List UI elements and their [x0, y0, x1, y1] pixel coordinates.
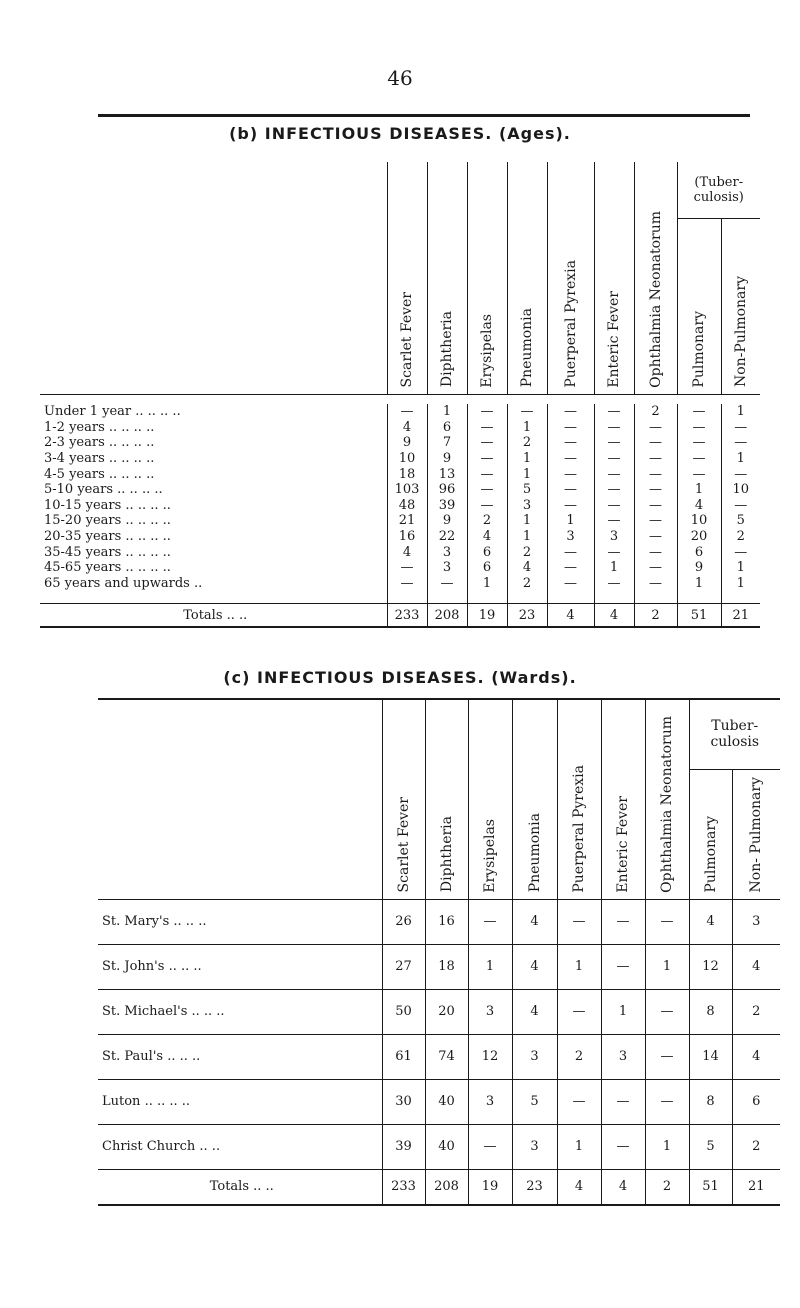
cell-value: —: [467, 451, 507, 467]
cell-value: 27: [382, 944, 425, 989]
cell-value: —: [468, 1124, 512, 1169]
table-row: [40, 482, 760, 498]
cell-value: 1: [427, 404, 467, 420]
cell-value: 19: [467, 604, 507, 628]
leader-dots: .. .. .. ..: [104, 466, 155, 482]
leader-dots: .. .. ..: [169, 914, 207, 929]
table-row: [40, 544, 760, 560]
cell-value: 3: [594, 529, 634, 545]
cell-value: —: [634, 466, 677, 482]
row-label-text: 2-3 years: [44, 435, 105, 451]
cell-value: 21: [732, 1169, 780, 1205]
cell-value: —: [677, 451, 721, 467]
cell-value: 6: [732, 1079, 780, 1124]
row-label-text: Christ Church: [102, 1139, 196, 1154]
cell-value: —: [547, 435, 594, 451]
cell-value: 19: [468, 1169, 512, 1205]
table-row: [40, 513, 760, 529]
cell-value: —: [557, 1079, 601, 1124]
leader-dots: ..: [189, 575, 203, 591]
cell-value: —: [547, 498, 594, 514]
cell-value: 4: [547, 604, 594, 628]
cell-value: —: [547, 466, 594, 482]
cell-value: 3: [547, 529, 594, 545]
cell-value: —: [547, 482, 594, 498]
cell-value: 48: [387, 498, 427, 514]
cell-value: —: [547, 451, 594, 467]
cell-value: 26: [382, 899, 425, 944]
cell-value: —: [677, 420, 721, 436]
table-row: [40, 451, 760, 467]
row-label: [98, 1079, 382, 1124]
leader-dots: .. .. .. ..: [121, 497, 171, 513]
table-row: [40, 576, 760, 592]
row-label-text: 20-35 years: [44, 529, 122, 545]
cell-value: —: [467, 404, 507, 420]
row-label: [40, 529, 387, 545]
leader-dots: .. .. .. ..: [121, 529, 171, 545]
cell-value: 4: [507, 560, 547, 576]
row-label-text: Under 1 year: [44, 404, 132, 420]
cell-value: 233: [387, 604, 427, 628]
cell-value: 5: [512, 1079, 557, 1124]
cell-value: —: [634, 560, 677, 576]
cell-value: —: [387, 560, 427, 576]
cell-value: 6: [467, 544, 507, 560]
cell-value: —: [594, 513, 634, 529]
cell-value: 2: [645, 1169, 689, 1205]
cell-value: 23: [512, 1169, 557, 1205]
cell-value: 1: [594, 560, 634, 576]
cell-value: —: [721, 435, 760, 451]
cell-value: 3: [468, 1079, 512, 1124]
col-diphtheria: Diphtheria: [427, 162, 467, 394]
cell-value: —: [427, 576, 467, 592]
leader-dots: .. .. ..: [187, 1004, 225, 1019]
row-label: [40, 451, 387, 467]
cell-value: 2: [721, 529, 760, 545]
leader-dots: .. .. .. ..: [113, 482, 163, 498]
cell-value: 3: [512, 1124, 557, 1169]
cell-value: 2: [507, 576, 547, 592]
cell-value: 50: [382, 989, 425, 1034]
row-label: [98, 1169, 382, 1205]
cell-value: —: [594, 420, 634, 436]
row-label-text: St. Paul's: [102, 1049, 164, 1064]
cell-value: 6: [427, 420, 467, 436]
stub-header: [40, 162, 387, 394]
row-label-text: Totals: [209, 1179, 249, 1194]
cell-value: —: [547, 420, 594, 436]
cell-value: —: [467, 498, 507, 514]
cell-value: 20: [677, 529, 721, 545]
leader-dots: .. ..: [249, 1179, 274, 1194]
cell-value: —: [594, 435, 634, 451]
cell-value: 22: [427, 529, 467, 545]
cell-value: 4: [467, 529, 507, 545]
cell-value: 3: [601, 1034, 645, 1079]
cell-value: 1: [721, 451, 760, 467]
row-label: [40, 466, 387, 482]
col-enteric-fever: Enteric Fever: [594, 162, 634, 394]
col-erysipelas: Erysipelas: [467, 162, 507, 394]
cell-value: —: [721, 420, 760, 436]
cell-value: 1: [645, 1124, 689, 1169]
leader-dots: .. .. .. ..: [104, 435, 155, 451]
cell-value: 4: [512, 989, 557, 1034]
cell-value: 9: [387, 435, 427, 451]
col-ophthalmia-neonatorum: Ophthalmia Neonatorum: [634, 162, 677, 394]
cell-value: 1: [557, 1124, 601, 1169]
cell-value: —: [467, 420, 507, 436]
table-row: [98, 944, 780, 989]
cell-value: 10: [387, 451, 427, 467]
tuberculosis-group-header: (Tuber- culosis): [677, 162, 760, 218]
section-b-title: (b) INFECTIOUS DISEASES. (Ages).: [229, 124, 571, 143]
cell-value: —: [557, 989, 601, 1034]
col-diphtheria: Diphtheria: [425, 699, 468, 899]
cell-value: —: [547, 576, 594, 592]
row-label-text: 1-2 years: [44, 419, 105, 435]
cell-value: 4: [689, 899, 732, 944]
cell-value: —: [634, 435, 677, 451]
col-pneumonia: Pneumonia: [512, 699, 557, 899]
cell-value: 2: [732, 989, 780, 1034]
cell-value: —: [594, 576, 634, 592]
cell-value: —: [557, 899, 601, 944]
cell-value: 2: [732, 1124, 780, 1169]
cell-value: 4: [557, 1169, 601, 1205]
cell-value: 103: [387, 482, 427, 498]
table-row: [40, 529, 760, 545]
cell-value: —: [594, 544, 634, 560]
leader-dots: .. ..: [195, 1139, 221, 1154]
cell-value: 1: [601, 989, 645, 1034]
cell-value: 2: [557, 1034, 601, 1079]
cell-value: —: [467, 482, 507, 498]
table-row: [40, 420, 760, 436]
cell-value: 12: [468, 1034, 512, 1079]
cell-value: 2: [467, 513, 507, 529]
row-label: [98, 899, 382, 944]
row-label-text: 15-20 years: [44, 513, 122, 529]
tuberculosis-group-header: Tuber- culosis: [689, 699, 780, 769]
cell-value: —: [594, 466, 634, 482]
row-label: [40, 576, 387, 592]
cell-value: —: [468, 899, 512, 944]
cell-value: —: [547, 544, 594, 560]
leader-dots: .. .. .. ..: [121, 560, 171, 576]
cell-value: 6: [467, 560, 507, 576]
cell-value: 5: [721, 513, 760, 529]
cell-value: —: [645, 989, 689, 1034]
cell-value: —: [547, 404, 594, 420]
row-label: [40, 435, 387, 451]
cell-value: 5: [689, 1124, 732, 1169]
cell-value: 1: [721, 576, 760, 592]
leader-dots: .. .. .. ..: [131, 404, 181, 420]
cell-value: —: [645, 899, 689, 944]
cell-value: 4: [387, 544, 427, 560]
cell-value: 2: [507, 544, 547, 560]
row-label: [98, 989, 382, 1034]
cell-value: 96: [427, 482, 467, 498]
cell-value: 4: [512, 899, 557, 944]
cell-value: —: [387, 404, 427, 420]
cell-value: —: [634, 544, 677, 560]
cell-value: 8: [689, 989, 732, 1034]
cell-value: 10: [721, 482, 760, 498]
cell-value: 12: [689, 944, 732, 989]
cell-value: —: [594, 404, 634, 420]
col-ophthalmia-neonatorum: Ophthalmia Neonatorum: [645, 699, 689, 899]
row-label: [40, 420, 387, 436]
col-non-pulmonary: Non- Pulmonary: [732, 769, 780, 899]
row-label-text: Totals: [183, 607, 223, 623]
cell-value: 4: [512, 944, 557, 989]
cell-value: —: [721, 466, 760, 482]
totals-row: [40, 604, 760, 628]
totals-row: [98, 1169, 780, 1205]
cell-value: 1: [507, 420, 547, 436]
row-label-text: St. John's: [102, 959, 165, 974]
cell-value: —: [594, 451, 634, 467]
cell-value: 9: [427, 451, 467, 467]
cell-value: 39: [427, 498, 467, 514]
cell-value: 3: [468, 989, 512, 1034]
cell-value: 61: [382, 1034, 425, 1079]
cell-value: —: [677, 466, 721, 482]
cell-value: 1: [547, 513, 594, 529]
row-label-text: 5-10 years: [44, 482, 114, 498]
table-row: [40, 435, 760, 451]
row-label-text: St. Michael's: [102, 1004, 188, 1019]
table-row: [40, 498, 760, 514]
cell-value: —: [467, 466, 507, 482]
top-rule: [98, 114, 750, 117]
cell-value: 40: [425, 1124, 468, 1169]
cell-value: 2: [634, 604, 677, 628]
cell-value: 16: [425, 899, 468, 944]
cell-value: 2: [634, 404, 677, 420]
cell-value: 8: [689, 1079, 732, 1124]
row-label-text: 65 years and upwards: [44, 575, 190, 591]
leader-dots: .. .. .. ..: [121, 544, 171, 560]
cell-value: 4: [601, 1169, 645, 1205]
cell-value: 39: [382, 1124, 425, 1169]
row-label: [40, 604, 387, 628]
row-label-text: Luton: [102, 1094, 141, 1109]
col-non-pulmonary: Non-Pulmonary: [721, 218, 760, 394]
cell-value: —: [547, 560, 594, 576]
cell-value: —: [387, 576, 427, 592]
row-label: [98, 944, 382, 989]
cell-value: —: [594, 498, 634, 514]
table-row: [98, 1034, 780, 1079]
cell-value: —: [634, 498, 677, 514]
cell-value: 4: [732, 944, 780, 989]
cell-value: 7: [427, 435, 467, 451]
cell-value: 51: [677, 604, 721, 628]
row-label: [40, 482, 387, 498]
cell-value: 6: [677, 544, 721, 560]
cell-value: 16: [387, 529, 427, 545]
cell-value: —: [594, 482, 634, 498]
cell-value: —: [677, 404, 721, 420]
table-row: [98, 899, 780, 944]
cell-value: 40: [425, 1079, 468, 1124]
cell-value: 4: [594, 604, 634, 628]
cell-value: —: [721, 544, 760, 560]
leader-dots: .. .. .. ..: [140, 1094, 191, 1109]
cell-value: 9: [427, 513, 467, 529]
cell-value: —: [601, 1079, 645, 1124]
cell-value: 3: [512, 1034, 557, 1079]
cell-value: 13: [427, 466, 467, 482]
row-label-text: 3-4 years: [44, 451, 105, 467]
cell-value: —: [601, 944, 645, 989]
table-row: [40, 560, 760, 576]
cell-value: 233: [382, 1169, 425, 1205]
cell-value: 208: [427, 604, 467, 628]
cell-value: 1: [467, 576, 507, 592]
cell-value: 74: [425, 1034, 468, 1079]
col-scarlet-fever: Scarlet Fever: [382, 699, 425, 899]
cell-value: 1: [677, 576, 721, 592]
cell-value: 1: [677, 482, 721, 498]
spacer-row: [40, 591, 760, 604]
cell-value: —: [634, 576, 677, 592]
row-label: [40, 513, 387, 529]
leader-dots: .. .. .. ..: [104, 451, 155, 467]
cell-value: 4: [677, 498, 721, 514]
leader-dots: .. ..: [222, 607, 248, 623]
cell-value: —: [601, 1124, 645, 1169]
cell-value: 1: [557, 944, 601, 989]
cell-value: 30: [382, 1079, 425, 1124]
cell-value: 21: [387, 513, 427, 529]
cell-value: 51: [689, 1169, 732, 1205]
cell-value: 9: [677, 560, 721, 576]
cell-value: 4: [732, 1034, 780, 1079]
col-pulmonary: Pulmonary: [677, 218, 721, 394]
cell-value: 18: [387, 466, 427, 482]
cell-value: 14: [689, 1034, 732, 1079]
cell-value: —: [634, 529, 677, 545]
cell-value: 1: [507, 529, 547, 545]
wards-table: [98, 698, 780, 1206]
col-pulmonary: Pulmonary: [689, 769, 732, 899]
row-label: [40, 404, 387, 420]
col-scarlet-fever: Scarlet Fever: [387, 162, 427, 394]
page-number: 46: [387, 66, 413, 90]
col-puerperal-pyrexia: Puerperal Pyrexia: [557, 699, 601, 899]
table-row: [98, 989, 780, 1034]
row-label: [98, 1124, 382, 1169]
cell-value: 2: [507, 435, 547, 451]
cell-value: —: [677, 435, 721, 451]
cell-value: —: [634, 420, 677, 436]
row-label-text: St. Mary's: [102, 914, 170, 929]
stub-header: [98, 699, 382, 899]
cell-value: —: [634, 513, 677, 529]
row-label-text: 4-5 years: [44, 466, 105, 482]
section-c-title: (c) INFECTIOUS DISEASES. (Wards).: [223, 668, 577, 687]
cell-value: 20: [425, 989, 468, 1034]
cell-value: —: [721, 498, 760, 514]
leader-dots: .. .. ..: [164, 959, 202, 974]
row-label: [40, 498, 387, 514]
cell-value: 1: [507, 451, 547, 467]
cell-value: —: [645, 1079, 689, 1124]
cell-value: —: [467, 435, 507, 451]
cell-value: 23: [507, 604, 547, 628]
table-row: [98, 1124, 780, 1169]
row-label: [40, 560, 387, 576]
table-row: [40, 466, 760, 482]
cell-value: 18: [425, 944, 468, 989]
leader-dots: .. .. .. ..: [104, 419, 155, 435]
row-label-text: 10-15 years: [44, 497, 122, 513]
col-erysipelas: Erysipelas: [468, 699, 512, 899]
cell-value: 3: [507, 498, 547, 514]
cell-value: 1: [507, 466, 547, 482]
cell-value: —: [645, 1034, 689, 1079]
cell-value: 21: [721, 604, 760, 628]
col-pneumonia: Pneumonia: [507, 162, 547, 394]
cell-value: —: [634, 451, 677, 467]
cell-value: 3: [427, 544, 467, 560]
leader-dots: .. .. ..: [163, 1049, 201, 1064]
cell-value: 10: [677, 513, 721, 529]
ages-table: [40, 162, 760, 628]
cell-value: 1: [721, 404, 760, 420]
row-label-text: 45-65 years: [44, 560, 122, 576]
table-row: [98, 1079, 780, 1124]
cell-value: 3: [732, 899, 780, 944]
cell-value: 1: [468, 944, 512, 989]
cell-value: —: [601, 899, 645, 944]
cell-value: 1: [721, 560, 760, 576]
table-row: [40, 404, 760, 420]
leader-dots: .. .. .. ..: [121, 513, 171, 529]
cell-value: 3: [427, 560, 467, 576]
col-puerperal-pyrexia: Puerperal Pyrexia: [547, 162, 594, 394]
cell-value: —: [507, 404, 547, 420]
cell-value: 208: [425, 1169, 468, 1205]
col-enteric-fever: Enteric Fever: [601, 699, 645, 899]
cell-value: 1: [645, 944, 689, 989]
cell-value: —: [634, 482, 677, 498]
row-label: [40, 544, 387, 560]
row-label: [98, 1034, 382, 1079]
row-label-text: 35-45 years: [44, 544, 122, 560]
cell-value: 1: [507, 513, 547, 529]
cell-value: 5: [507, 482, 547, 498]
cell-value: 4: [387, 420, 427, 436]
